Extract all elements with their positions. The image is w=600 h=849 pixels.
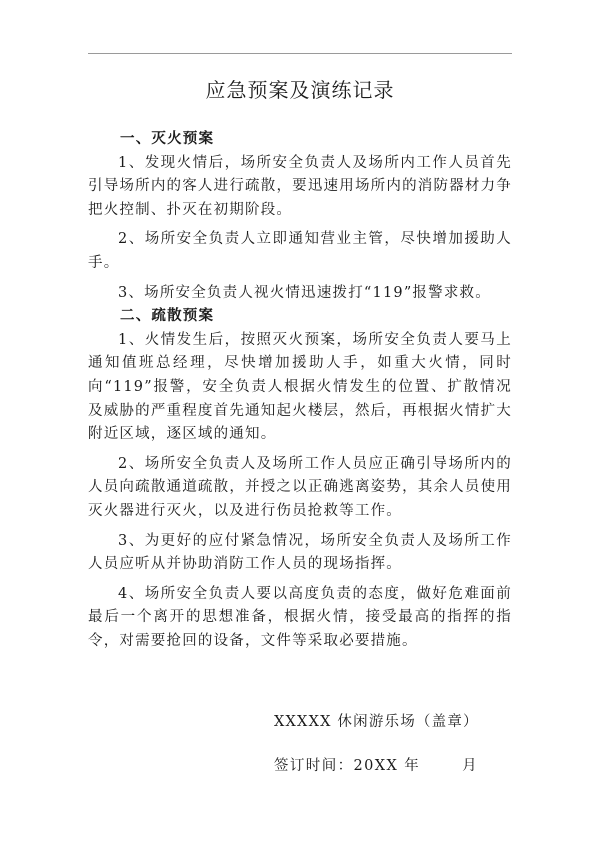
evacuation-paragraph-3: 3、为更好的应付紧急情况，场所安全负责人及场所工作人员应听从并协助消防工作人员的现场指挥。 — [88, 532, 512, 573]
header-rule — [88, 53, 512, 54]
fire-paragraph-2: 2、场所安全负责人立即通知营业主管，尽快增加援助人手。 — [88, 231, 512, 271]
signature-organization: XXXXX 休闲游乐场（盖章） — [274, 714, 479, 730]
signature-date: 签订时间：20XX 年 月 — [274, 758, 479, 774]
document-body — [88, 128, 512, 659]
section-heading-fire: 一、灭火预案 — [120, 131, 215, 147]
fire-paragraph-3: 3、场所安全负责人视火情迅速拨打“119”报警求救。 — [118, 284, 491, 301]
fire-paragraph-1: 1、发现火情后，场所安全负责人及场所内工作人员首先引导场所内的客人进行疏散，要迅速用场所内的消防器材力争把火控制、扑灭在初期阶段。 — [88, 154, 512, 218]
document-title: 应急预案及演练记录 — [205, 78, 395, 102]
evacuation-paragraph-4: 4、场所安全负责人要以高度负责的态度，做好危难面前最后一个离开的思想准备，根据火情，接受最高的指挥的指令，对需要抢回的设备，文件等采取必要措施。 — [88, 585, 512, 649]
evacuation-paragraph-1: 1、火情发生后，按照灭火预案，场所安全负责人要马上通知值班总经理，尽快增加援助人手，如重大火情，同时向“119”报警，安全负责人根据火情发生的位置、扩散情况及威胁的严重程度首先通知起火楼层，然后，再根据火情扩大附近区域，逐区域的通知。 — [88, 331, 512, 443]
section-heading-evacuation: 二、疏散预案 — [120, 308, 215, 325]
evacuation-paragraph-2: 2、场所安全负责人及场所工作人员应正确引导场所内的人员向疏散通道疏散，并授之以正确逃离姿势，其余人员使用灭火器进行灭火，以及进行伤员抢救等工作。 — [88, 455, 512, 519]
